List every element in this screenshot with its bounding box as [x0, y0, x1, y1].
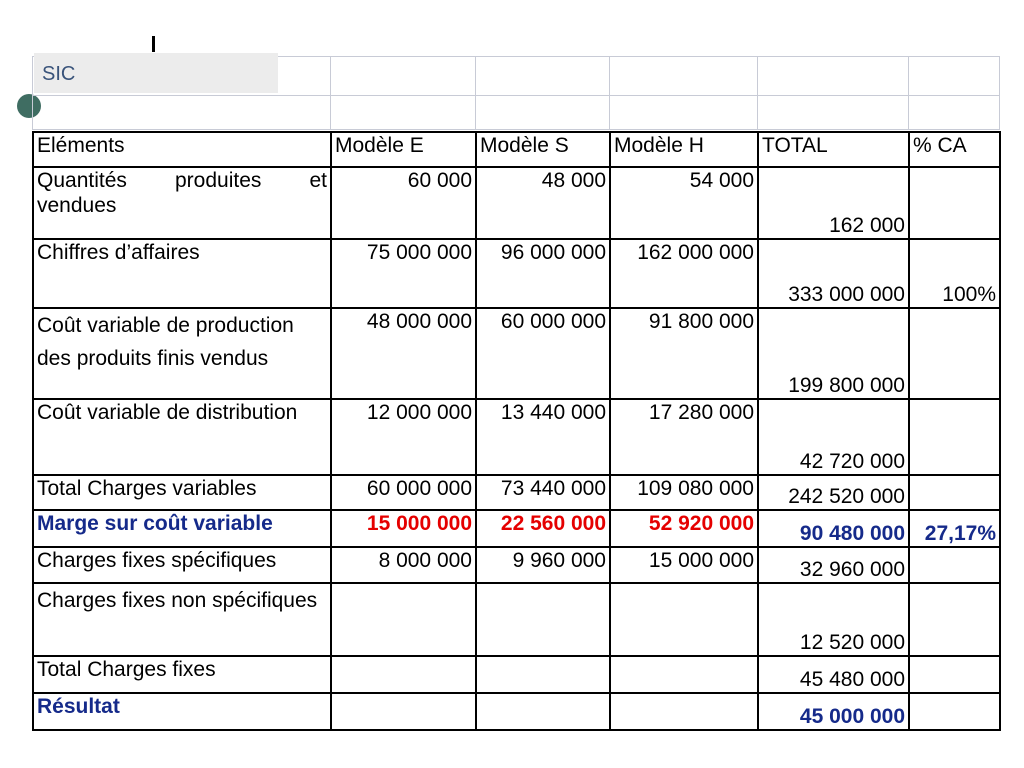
header-total: TOTAL [758, 132, 909, 167]
cell-modele-s: 13 440 000 [476, 399, 610, 475]
cell-total: 45 480 000 [758, 656, 909, 693]
cell-pct-ca: 27,17% [909, 510, 1000, 547]
header-modele-h: Modèle H [610, 132, 758, 167]
cell-total: 90 480 000 [758, 510, 909, 547]
cell-modele-h [610, 583, 758, 656]
cell-modele-s: 60 000 000 [476, 308, 610, 399]
cell-modele-h: 52 920 000 [610, 510, 758, 547]
cell-modele-s [476, 656, 610, 693]
cell-modele-e: 8 000 000 [331, 547, 476, 583]
cell-total: 162 000 [758, 167, 909, 239]
cell-modele-e: 12 000 000 [331, 399, 476, 475]
row-label: Marge sur coût variable [33, 510, 331, 547]
cell-pct-ca [909, 399, 1000, 475]
cell-pct-ca [909, 656, 1000, 693]
table-row [33, 167, 1000, 239]
cell-total: 12 520 000 [758, 583, 909, 656]
row-label: Coût variable de distribution [33, 399, 331, 475]
cursor-mark [152, 36, 155, 52]
cell-modele-e: 75 000 000 [331, 239, 476, 308]
cell-modele-h: 91 800 000 [610, 308, 758, 399]
cell-modele-h: 162 000 000 [610, 239, 758, 308]
cell-modele-h: 109 080 000 [610, 475, 758, 510]
table-row [33, 475, 1000, 510]
table-row [33, 583, 1000, 656]
cell-total: 333 000 000 [758, 239, 909, 308]
row-label: Total Charges variables [33, 475, 331, 510]
row-label: Charges fixes spécifiques [33, 547, 331, 583]
cell-modele-s: 96 000 000 [476, 239, 610, 308]
cell-total: 32 960 000 [758, 547, 909, 583]
header-pct-ca: % CA [909, 132, 1000, 167]
table-header-row [33, 132, 1000, 167]
slide-label [34, 53, 278, 93]
row-label: Total Charges fixes [33, 656, 331, 693]
cell-total: 242 520 000 [758, 475, 909, 510]
table-row [33, 239, 1000, 308]
cell-modele-s: 22 560 000 [476, 510, 610, 547]
cell-modele-h: 17 280 000 [610, 399, 758, 475]
header-modele-s: Modèle S [476, 132, 610, 167]
cell-pct-ca [909, 693, 1000, 730]
cell-pct-ca [909, 547, 1000, 583]
cell-modele-e: 60 000 [331, 167, 476, 239]
cell-pct-ca: 100% [909, 239, 1000, 308]
header-modele-e: Modèle E [331, 132, 476, 167]
cell-modele-h: 15 000 000 [610, 547, 758, 583]
cost-table [32, 131, 1001, 731]
cell-modele-e [331, 656, 476, 693]
cell-modele-s: 9 960 000 [476, 547, 610, 583]
header-elements: Eléments [33, 132, 331, 167]
row-label: Résultat [33, 693, 331, 730]
cell-pct-ca [909, 583, 1000, 656]
cell-pct-ca [909, 475, 1000, 510]
table-row-margin [33, 510, 1000, 547]
cell-modele-s [476, 583, 610, 656]
cell-modele-e: 15 000 000 [331, 510, 476, 547]
cell-modele-s: 73 440 000 [476, 475, 610, 510]
row-label: Quantités produites et vendues [33, 167, 331, 239]
table-row [33, 656, 1000, 693]
cell-total: 45 000 000 [758, 693, 909, 730]
slide-label-text: SIC [42, 63, 76, 85]
cell-modele-h [610, 656, 758, 693]
cell-modele-e: 48 000 000 [331, 308, 476, 399]
cell-modele-e [331, 583, 476, 656]
cell-modele-h: 54 000 [610, 167, 758, 239]
table-row-result [33, 693, 1000, 730]
row-label: Coût variable de production des produits finis vendus [33, 308, 331, 399]
table-row [33, 547, 1000, 583]
cell-modele-e [331, 693, 476, 730]
row-label: Chiffres d’affaires [33, 239, 331, 308]
cell-total: 42 720 000 [758, 399, 909, 475]
cell-total: 199 800 000 [758, 308, 909, 399]
cell-modele-s: 48 000 [476, 167, 610, 239]
table-row [33, 308, 1000, 399]
cell-modele-h [610, 693, 758, 730]
row-label: Charges fixes non spécifiques [33, 583, 331, 656]
cell-modele-e: 60 000 000 [331, 475, 476, 510]
cell-pct-ca [909, 167, 1000, 239]
cell-pct-ca [909, 308, 1000, 399]
cell-modele-s [476, 693, 610, 730]
table-row [33, 399, 1000, 475]
